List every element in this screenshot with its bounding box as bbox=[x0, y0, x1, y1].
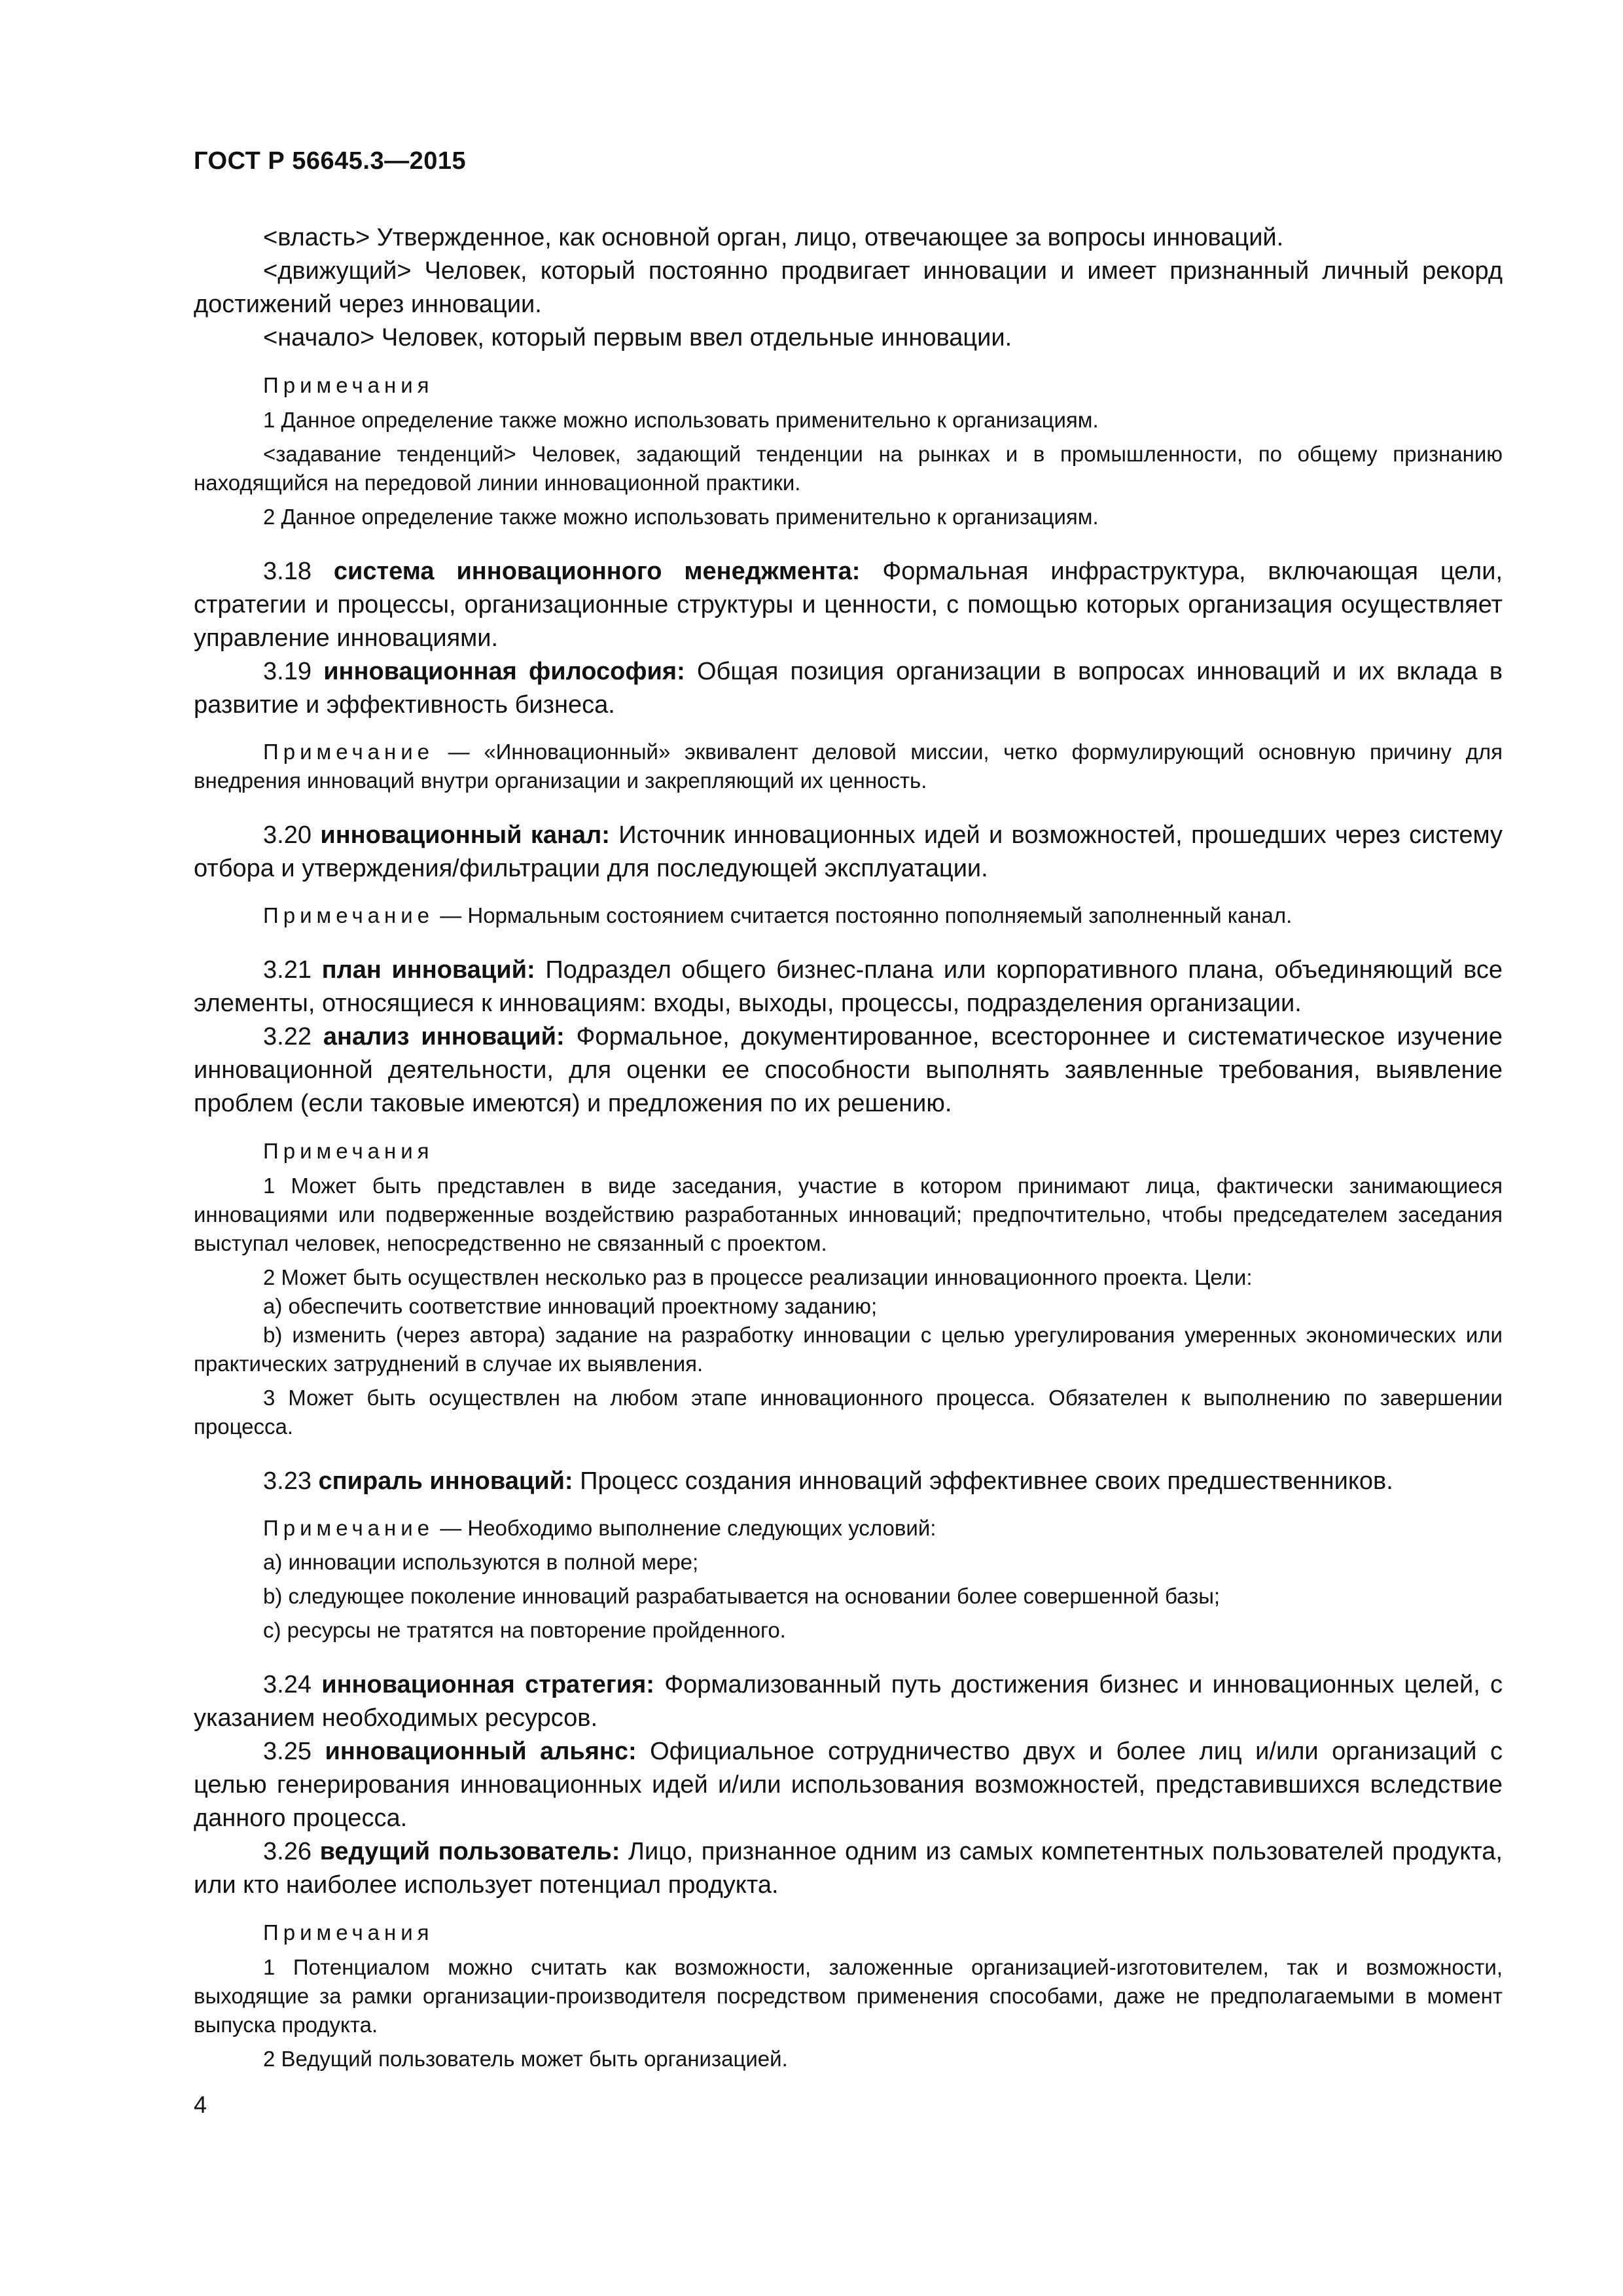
note-3-19 bbox=[194, 738, 1503, 795]
term-number: 3.26 bbox=[263, 1838, 312, 1865]
term-3-24 bbox=[194, 1668, 1503, 1735]
term-3-23 bbox=[194, 1465, 1503, 1498]
document-body bbox=[194, 221, 1503, 2079]
term-3-26 bbox=[194, 1835, 1503, 1902]
note-3-23-a: a) инновации используются в полной мере; bbox=[263, 1550, 699, 1574]
intro-note-3: 2 Данное определение также можно использовать применительно к организациям. bbox=[263, 505, 1099, 529]
term-3-25 bbox=[194, 1735, 1503, 1835]
term-number: 3.18 bbox=[263, 558, 312, 585]
intro-line-3: <начало> Человек, который первым ввел отдельные инновации. bbox=[263, 324, 1012, 351]
term-number: 3.19 bbox=[263, 658, 312, 685]
note-3-22-2b: b) изменить (через автора) задание на разработку инновации с целью урегулирования умеренных экономических или практических затруднений в случае их выявления. bbox=[194, 1323, 1503, 1376]
notes-heading: Примечания bbox=[263, 373, 434, 397]
note-label: Примечание bbox=[263, 740, 435, 764]
term-definition: Процесс создания инноваций эффективнее своих предшественников. bbox=[580, 1467, 1393, 1495]
page-number: 4 bbox=[194, 2091, 207, 2118]
term-title: система инновационного менеджмента: bbox=[333, 558, 861, 585]
term-title: инновационная философия: bbox=[323, 658, 685, 685]
notes-heading: Примечания bbox=[263, 1139, 434, 1163]
note-label: Примечание bbox=[263, 903, 435, 927]
term-title: инновационная стратегия: bbox=[321, 1671, 654, 1698]
term-definition: Общая позиция организации в вопросах инноваций и их вклада в развитие и эффективность бизнеса. bbox=[194, 658, 1503, 719]
term-number: 3.23 bbox=[263, 1467, 312, 1495]
note-3-20 bbox=[194, 901, 1503, 930]
term-3-19 bbox=[194, 655, 1503, 722]
term-3-20 bbox=[194, 819, 1503, 886]
note-3-23-b: b) следующее поколение инноваций разрабатывается на основании более совершенной базы; bbox=[263, 1584, 1221, 1608]
term-number: 3.24 bbox=[263, 1671, 312, 1698]
intro-line-1: <власть> Утвержденное, как основной орган, лицо, отвечающее за вопросы инноваций. bbox=[263, 224, 1284, 251]
note-3-26-2: 2 Ведущий пользователь может быть организацией. bbox=[263, 2047, 788, 2071]
intro-line-2: <движущий> Человек, который постоянно продвигает инновации и имеет признанный личный рекорд достижений через инновации. bbox=[194, 257, 1503, 318]
term-number: 3.22 bbox=[263, 1023, 312, 1050]
term-3-18 bbox=[194, 555, 1503, 655]
note-3-26-1: 1 Потенциалом можно считать как возможности, заложенные организацией-изготовителем, так и возможности, выходящие за рамки организации-производителя посредством применения способами, даже не предполагаемыми в момент выпуска продукта. bbox=[194, 1955, 1503, 2037]
note-3-23 bbox=[194, 1514, 1503, 1543]
term-title: инновационный канал: bbox=[320, 821, 610, 849]
notes-heading: Примечания bbox=[263, 1920, 434, 1945]
intro-note-2: <задавание тенденций> Человек, задающий тенденции на рынках и в промышленности, по общему признанию находящийся на передовой линии инновационной практики. bbox=[194, 442, 1503, 495]
term-3-22 bbox=[194, 1020, 1503, 1121]
term-title: спираль инноваций: bbox=[318, 1467, 573, 1495]
term-definition: Лицо, признанное одним из самых компетентных пользователей продукта, или кто наиболее использует потенциал продукта. bbox=[194, 1838, 1503, 1899]
note-text: — Необходимо выполнение следующих условий: bbox=[440, 1516, 936, 1540]
term-definition: Источник инновационных идей и возможностей, прошедших через систему отбора и утверждения/фильтрации для последующей эксплуатации. bbox=[194, 821, 1503, 882]
note-text: — Нормальным состоянием считается постоянно пополняемый заполненный канал. bbox=[440, 903, 1293, 927]
term-number: 3.25 bbox=[263, 1738, 312, 1765]
term-title: ведущий пользователь: bbox=[319, 1838, 620, 1865]
term-title: план инноваций: bbox=[321, 956, 535, 984]
term-definition: Формальное, документированное, всестороннее и систематическое изучение инновационной деятельности, для оценки ее способности выполнять заявленные требования, выявление проблем (если таковые имеются) и предложения по их решению. bbox=[194, 1023, 1503, 1117]
note-3-23-c: c) ресурсы не тратятся на повторение пройденного. bbox=[263, 1618, 786, 1642]
note-label: Примечание bbox=[263, 1516, 435, 1540]
term-definition: Подраздел общего бизнес-плана или корпоративного плана, объединяющий все элементы, относящиеся к инновациям: входы, выходы, процессы, подразделения организации. bbox=[194, 956, 1503, 1017]
note-3-22-2a: a) обеспечить соответствие инноваций проектному заданию; bbox=[263, 1294, 878, 1318]
term-3-21 bbox=[194, 954, 1503, 1020]
document-code-header: ГОСТ Р 56645.3—2015 bbox=[194, 147, 467, 175]
note-3-22-1: 1 Может быть представлен в виде заседания, участие в котором принимают лица, фактически занимающиеся инновациями или подверженные воздействию разработанных инноваций; предпочтительно, чтобы председателем заседания выступал человек, непосредственно не связанный с проектом. bbox=[194, 1174, 1503, 1255]
term-definition: Официальное сотрудничество двух и более лиц и/или организаций с целью генерирования инновационных идей и/или использования возможностей, представившихся вследствие данного процесса. bbox=[194, 1738, 1503, 1832]
note-text: — «Инновационный» эквивалент деловой миссии, четко формулирующий основную причину для внедрения инноваций внутри организации и закрепляющий их ценность. bbox=[194, 740, 1503, 793]
term-title: инновационный альянс: bbox=[325, 1738, 637, 1765]
term-number: 3.21 bbox=[263, 956, 312, 984]
term-title: анализ инноваций: bbox=[323, 1023, 565, 1050]
term-number: 3.20 bbox=[263, 821, 312, 849]
intro-note-1: 1 Данное определение также можно использовать применительно к организациям. bbox=[263, 408, 1099, 432]
term-definition: Формальная инфраструктура, включающая цели, стратегии и процессы, организационные структуры и ценности, с помощью которых организация осуществляет управление инновациями. bbox=[194, 558, 1503, 652]
note-3-22-3: 3 Может быть осуществлен на любом этапе инновационного процесса. Обязателен к выполнению по завершении процесса. bbox=[194, 1386, 1503, 1439]
term-definition: Формализованный путь достижения бизнес и инновационных целей, с указанием необходимых ресурсов. bbox=[194, 1671, 1503, 1732]
note-3-22-2: 2 Может быть осуществлен несколько раз в процессе реализации инновационного проекта. Цели: bbox=[263, 1265, 1253, 1289]
